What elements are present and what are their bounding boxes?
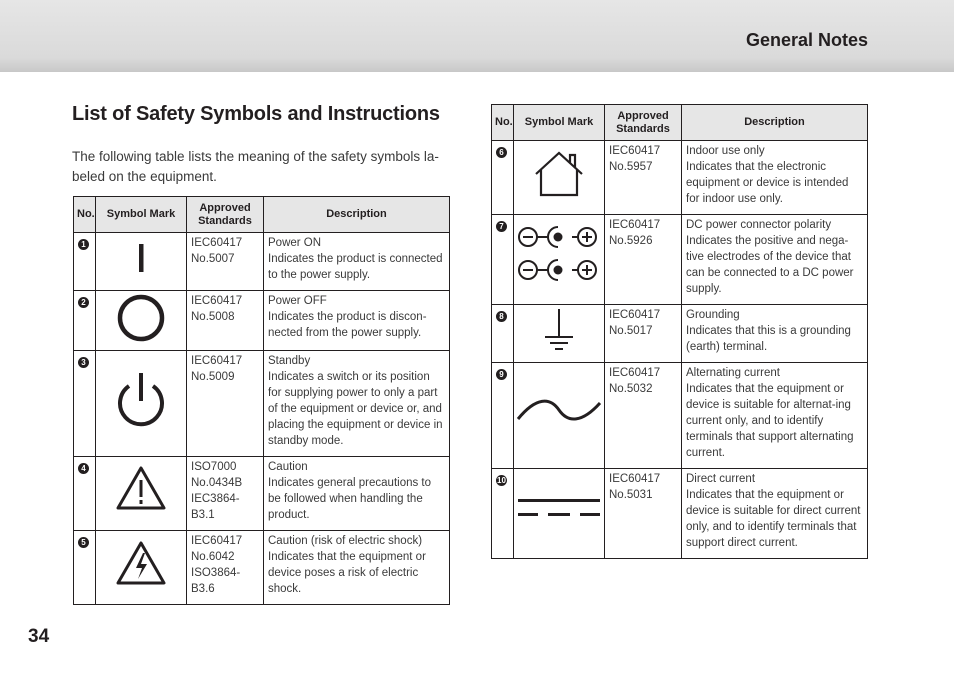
standard-line: IEC3864-B3.1 bbox=[191, 493, 240, 521]
section-title: General Notes bbox=[745, 30, 868, 50]
standard-line: No.6042 bbox=[191, 551, 235, 563]
table-row bbox=[74, 531, 450, 605]
description-title: Power ON bbox=[268, 237, 322, 249]
row-number-badge: 10 bbox=[497, 476, 506, 485]
description-title: Standby bbox=[268, 355, 311, 367]
description-text: Indicates the positive and nega-tive electrodes of the device that can be connected to a DC power supply. bbox=[686, 235, 854, 295]
description-text: Indicates the product is discon-nected from the power supply. bbox=[268, 311, 427, 339]
row-number-badge: 7 bbox=[496, 221, 507, 232]
description-text: Indicates that the electronic equipment or device is intended for indoor use only. bbox=[686, 161, 849, 205]
alternating-current-icon bbox=[514, 363, 604, 463]
standard-line: No.5009 bbox=[191, 371, 235, 383]
description-text: Indicates that the equipment or device is suitable for alternat-ing current only, and to identify terminals that support alternating current. bbox=[686, 383, 854, 459]
row-number-badge: 1 bbox=[78, 239, 89, 250]
standard-line: IEC60417 bbox=[609, 145, 661, 157]
standard-line: No.5031 bbox=[609, 489, 653, 501]
page-number: 34 bbox=[28, 626, 50, 647]
col-header-symbol-mark: Symbol Mark bbox=[514, 105, 605, 141]
col-header-description: Description bbox=[682, 105, 868, 141]
description-text: Indicates that this is a grounding (earth) terminal. bbox=[686, 325, 851, 353]
table-row bbox=[492, 363, 868, 469]
table-header-row bbox=[492, 105, 868, 141]
description-text: Indicates the product is connected to the power supply. bbox=[268, 253, 443, 281]
electric-shock-icon bbox=[96, 531, 186, 599]
standard-line: IEC60417 bbox=[191, 535, 243, 547]
standard-line: IEC60417 bbox=[609, 219, 661, 231]
indoor-use-house-icon bbox=[514, 141, 604, 209]
direct-current-icon bbox=[514, 469, 604, 553]
table-row bbox=[492, 141, 868, 215]
symbols-table-left bbox=[73, 196, 450, 605]
standard-line: IEC60417 bbox=[609, 473, 661, 485]
standard-line: IEC60417 bbox=[609, 309, 661, 321]
standard-line: IEC60417 bbox=[191, 237, 243, 249]
table-header-row bbox=[74, 197, 450, 233]
table-row bbox=[74, 457, 450, 531]
description-title: Power OFF bbox=[268, 295, 327, 307]
standby-icon bbox=[96, 351, 186, 451]
standard-line: No.5008 bbox=[191, 311, 235, 323]
standard-line: ISO7000 bbox=[191, 461, 237, 473]
standard-line: No.5032 bbox=[609, 383, 653, 395]
standard-line: IEC60417 bbox=[191, 295, 243, 307]
row-number-badge: 3 bbox=[78, 357, 89, 368]
table-row bbox=[492, 469, 868, 559]
description-title: Direct current bbox=[686, 473, 756, 485]
table-row bbox=[74, 351, 450, 457]
caution-triangle-icon bbox=[96, 457, 186, 525]
row-number-badge: 4 bbox=[78, 463, 89, 474]
standard-line: No.5007 bbox=[191, 253, 235, 265]
col-header-no: No. bbox=[492, 105, 514, 141]
symbols-table-right bbox=[491, 104, 868, 559]
table-row bbox=[492, 305, 868, 363]
standard-line: ISO3864-B3.6 bbox=[191, 567, 241, 595]
description-text: Indicates that the equipment or device is suitable for direct current only, and to identify terminals that support direct current. bbox=[686, 489, 861, 549]
table-row bbox=[74, 233, 450, 291]
col-header-approved-standards: Approved Standards bbox=[605, 105, 682, 141]
table-row bbox=[492, 215, 868, 305]
grounding-icon bbox=[514, 305, 604, 357]
col-header-approved-standards: Approved Standards bbox=[187, 197, 264, 233]
description-text: Indicates a switch or its position for supplying power to only a part of the equipment or device or, and placing the equipment or device in standby mode. bbox=[268, 371, 443, 447]
standard-line: No.0434B bbox=[191, 477, 243, 489]
row-number-badge: 5 bbox=[78, 537, 89, 548]
standard-line: No.5957 bbox=[609, 161, 653, 173]
col-header-symbol-mark: Symbol Mark bbox=[96, 197, 187, 233]
col-header-description: Description bbox=[264, 197, 450, 233]
page-heading: List of Safety Symbols and Instructions bbox=[72, 103, 440, 125]
description-title: Grounding bbox=[686, 309, 740, 321]
col-header-no: No. bbox=[74, 197, 96, 233]
description-title: Indoor use only bbox=[686, 145, 765, 157]
description-title: Alternating current bbox=[686, 367, 780, 379]
description-text: Indicates general precautions to be followed when handling the product. bbox=[268, 477, 432, 521]
power-on-icon bbox=[96, 233, 186, 285]
row-number-badge: 9 bbox=[496, 369, 507, 380]
standard-line: IEC60417 bbox=[191, 355, 243, 367]
standard-line: IEC60417 bbox=[609, 367, 661, 379]
intro-paragraph: The following table lists the meaning of the safety symbols la-beled on the equipment. bbox=[72, 149, 439, 184]
row-number-badge: 8 bbox=[496, 311, 507, 322]
description-title: DC power connector polarity bbox=[686, 219, 832, 231]
table-row bbox=[74, 291, 450, 351]
description-text: Indicates that the equipment or device poses a risk of electric shock. bbox=[268, 551, 426, 595]
description-title: Caution (risk of electric shock) bbox=[268, 535, 423, 547]
power-off-icon bbox=[96, 291, 186, 345]
dc-polarity-icon bbox=[514, 215, 604, 299]
row-number-badge: 6 bbox=[496, 147, 507, 158]
description-title: Caution bbox=[268, 461, 308, 473]
row-number-badge: 2 bbox=[78, 297, 89, 308]
standard-line: No.5017 bbox=[609, 325, 653, 337]
standard-line: No.5926 bbox=[609, 235, 653, 247]
